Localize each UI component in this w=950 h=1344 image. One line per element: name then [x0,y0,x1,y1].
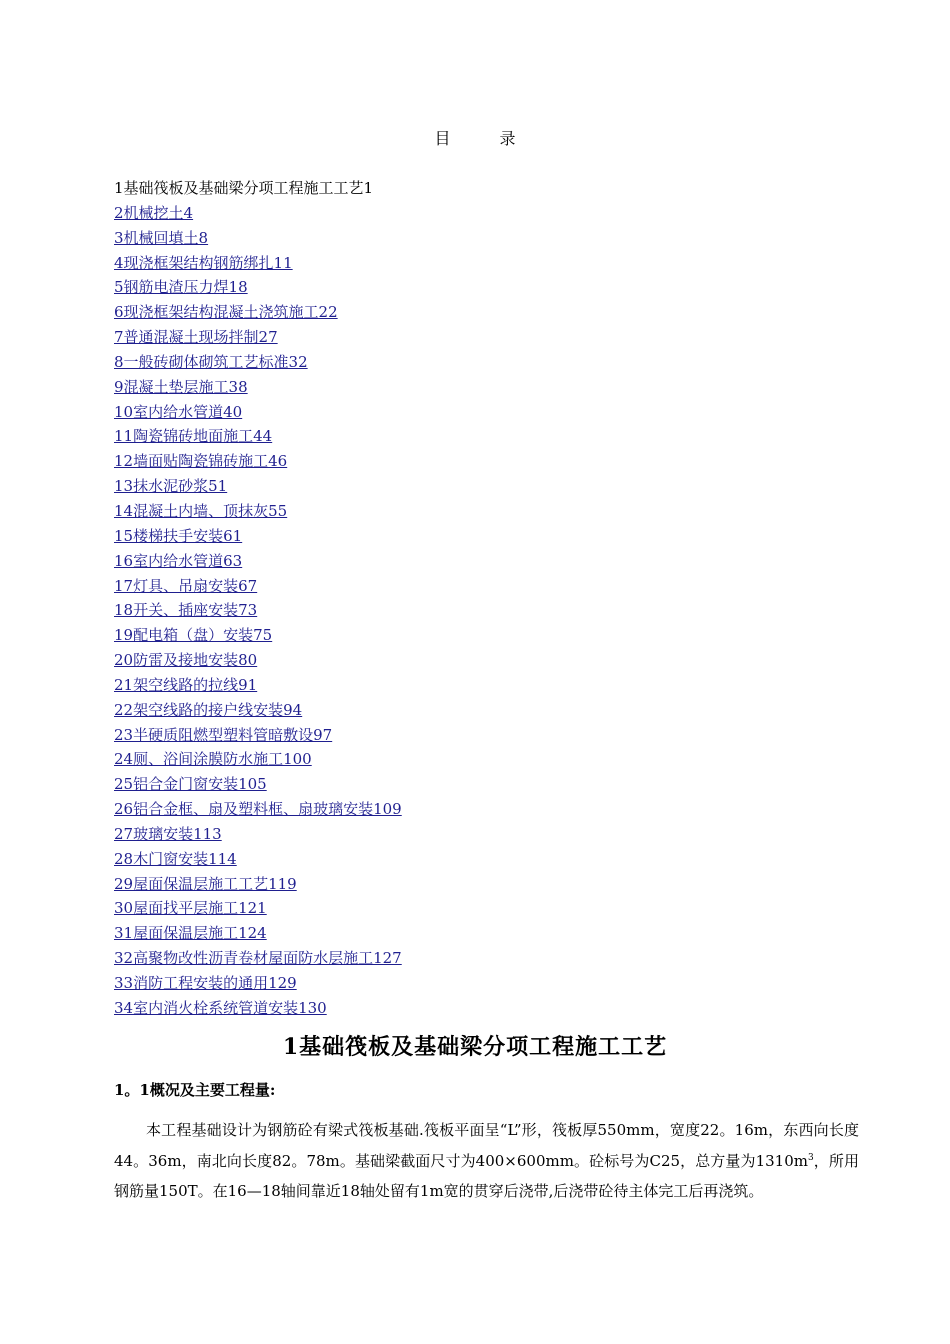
toc-link[interactable]: 25铝合金门窗安装105 [114,775,267,794]
toc-link[interactable]: 4现浇框架结构钢筋绑扎11 [114,253,293,272]
toc-item [114,350,402,375]
toc-item [114,598,402,623]
toc-link[interactable]: 6现浇框架结构混凝土浇筑施工22 [114,303,338,322]
toc-link[interactable]: 8一般砖砌体砌筑工艺标准32 [114,352,308,371]
toc-link[interactable]: 34室内消火栓系统管道安装130 [114,998,327,1017]
toc-item [114,549,402,574]
toc-item [114,275,402,300]
toc-link[interactable]: 26铝合金框、扇及塑料框、扇玻璃安装109 [114,800,402,819]
toc-link[interactable]: 28木门窗安装114 [114,849,237,868]
toc-link[interactable]: 33消防工程安装的通用129 [114,974,297,992]
toc-item [114,449,402,474]
toc-link[interactable]: 17灯具、吊扇安装67 [114,576,258,595]
toc-item [114,822,402,847]
toc-link[interactable]: 2机械挖土4 [114,203,194,222]
toc-link[interactable]: 24厕、浴间涂膜防水施工100 [114,750,312,769]
toc-item [114,201,402,226]
toc-item [114,251,402,276]
toc-item [114,872,402,897]
toc-item [114,226,402,251]
toc-item [114,847,402,872]
toc-item [114,673,402,698]
toc-link[interactable]: 18开关、插座安装73 [114,601,258,620]
section-subheading: 1。1概况及主要工程量: [114,1081,276,1099]
toc-link[interactable]: 22架空线路的接户线安装94 [114,700,303,719]
toc-item [114,698,402,723]
toc-link[interactable]: 3机械回填土8 [114,228,209,247]
toc-item [114,574,402,599]
toc-item [114,325,402,350]
toc-item [114,499,402,524]
toc-link[interactable]: 5钢筋电渣压力焊18 [114,278,248,297]
body-paragraph [114,1115,859,1207]
toc-item [114,772,402,797]
toc-link[interactable]: 23半硬质阻燃型塑料管暗敷设97 [114,725,333,744]
toc-link[interactable]: 13抹水泥砂浆51 [114,477,228,496]
superscript-unit: 3 [807,1152,814,1163]
toc-item [114,524,402,549]
toc-link[interactable]: 12墙面贴陶瓷锦砖施工46 [114,452,288,471]
toc-link[interactable]: 16室内给水管道63 [114,551,243,570]
toc-link[interactable]: 14混凝土内墙、顶抹灰55 [114,501,288,520]
toc-item-text: 1基础筏板及基础梁分项工程施工工艺1 [114,179,374,197]
toc-item [114,375,402,400]
toc-title: 目 录 [434,129,538,148]
toc-item [114,300,402,325]
toc-link[interactable]: 29屋面保温层施工工艺119 [114,874,297,893]
toc-link[interactable]: 7普通混凝土现场拌制27 [114,328,278,347]
toc-item [114,946,402,971]
toc-link[interactable]: 10室内给水管道40 [114,402,243,421]
toc-item [114,896,402,921]
toc-item [114,648,402,673]
toc-item [114,747,402,772]
toc-item [114,623,402,648]
toc-item [114,424,402,449]
toc-item [114,797,402,822]
toc-link[interactable]: 30屋面找平层施工121 [114,899,267,918]
toc-link[interactable]: 11陶瓷锦砖地面施工44 [114,427,273,446]
toc-link[interactable]: 19配电箱（盘）安装75 [114,626,273,645]
toc-item [114,400,402,425]
paragraph-text-part1: 本工程基础设计为钢筋砼有梁式筏板基础.筏板平面呈“L”形，筏板厚550mm，宽度22。16m，东西向长度44。36m，南北向长度82。78m。基础梁截面尺寸为400×600mm。砼标号为C25，总方量为1310m [114,1121,859,1170]
toc-item [114,971,402,996]
toc-link[interactable]: 15楼梯扶手安装61 [114,526,243,545]
toc-link[interactable]: 32高聚物改性沥青卷材屋面防水层施工127 [114,949,402,968]
toc-item [114,996,402,1021]
toc-link[interactable]: 20防雷及接地安装80 [114,651,258,670]
paragraph-text-part2: ，所用钢筋量150T。在16—18轴间靠近18轴处留有1m宽的贯穿后浇带,后浇带砼待主体完工后再浇筑。 [114,1151,859,1200]
toc-item [114,474,402,499]
toc-link[interactable]: 27玻璃安装113 [114,824,222,843]
toc-link[interactable]: 21架空线路的拉线91 [114,675,258,694]
toc-item [114,176,402,201]
section-heading: 1基础筏板及基础梁分项工程施工工艺 [282,1034,668,1060]
toc-link[interactable]: 31屋面保温层施工124 [114,924,267,943]
toc-link[interactable]: 9混凝土垫层施工38 [114,377,248,396]
toc-list [114,176,402,1021]
toc-item [114,921,402,946]
toc-item [114,723,402,748]
